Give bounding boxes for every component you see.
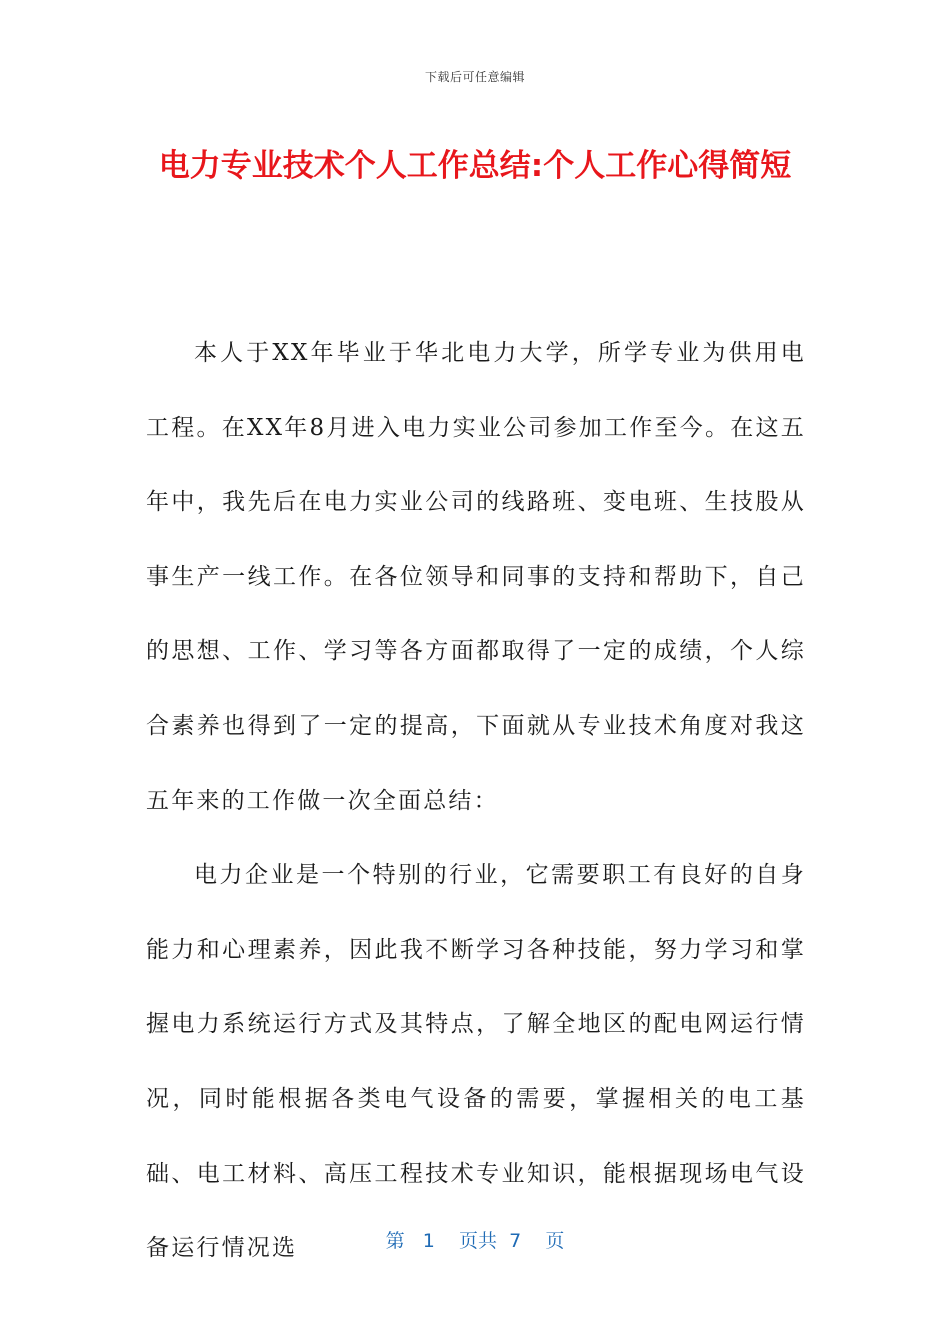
paragraph: 本人于XX年毕业于华北电力大学，所学专业为供用电工程。在XX年8月进入电力实业公司参加工作至今。在这五年中，我先后在电力实业公司的线路班、变电班、生技股从事生产一线工作。在各位领导和同事的支持和帮助下，自己的思想、工作、学习等各方面都取得了一定的成绩，个人综合素养也得到了一定的提高，下面就从专业技术角度对我这五年来的工作做一次全面总结： bbox=[146, 340, 806, 814]
header-note: 下载后可任意编辑 bbox=[424, 70, 525, 84]
page-label-middle: 页共 bbox=[459, 1230, 498, 1252]
document-title: 电力专业技术个人工作总结:个人工作心得简短 bbox=[158, 148, 792, 184]
current-page-number: 1 bbox=[422, 1230, 435, 1252]
paragraph: 电力企业是一个特别的行业，它需要职工有良好的自身能力和心理素养，因此我不断学习各种技能，努力学习和掌握电力系统运行方式及其特点，了解全地区的配电网运行情况，同时能根据各类电气设备的需要，掌握相关的电工基础、电工材料、高压工程技术专业知识，能根据现场电气设备运行情况选 bbox=[146, 862, 806, 1262]
page-label-prefix: 第 bbox=[385, 1230, 405, 1252]
total-pages-number: 7 bbox=[509, 1230, 522, 1252]
page-label-suffix: 页 bbox=[545, 1230, 565, 1252]
page-number-footer bbox=[0, 1226, 950, 1253]
document-body bbox=[146, 316, 806, 1286]
